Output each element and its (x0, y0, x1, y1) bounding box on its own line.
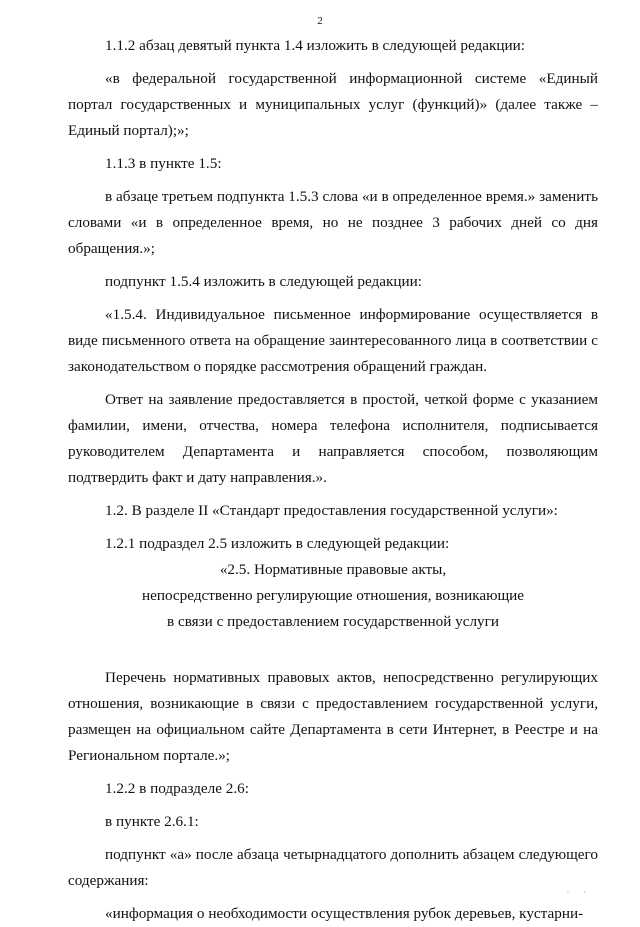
paragraph: подпункт «а» после абзаца четырнадцатого дополнить абзацем следующего содержания: (68, 846, 598, 889)
paragraph: «в федеральной государственной информационной системе «Единый портал государственных и муниципальных услуг (функций)» (далее также – Единый портал);»; (68, 70, 598, 139)
section-heading-line: «2.5. Нормативные правовые акты, (219, 561, 447, 578)
page-number: 2 (317, 15, 323, 27)
footer-mark: · · (566, 888, 592, 897)
paragraph: в пункте 2.6.1: (105, 813, 199, 830)
section-heading-line: в связи с предоставлением государственной услуги (167, 613, 499, 630)
paragraph: «1.5.4. Индивидуальное письменное информирование осуществляется в виде письменного ответа на обращение заинтересованного лица в соответствии с законодательством о порядке рассмотрения обращений граждан. (68, 306, 598, 375)
paragraph: в абзаце третьем подпункта 1.5.3 слова «и в определенное время.» заменить словами «и в определенное время, но не позднее 3 рабочих дней со дня обращения.»; (68, 188, 598, 257)
spacer (68, 635, 598, 665)
paragraph: подпункт 1.5.4 изложить в следующей редакции: (105, 273, 422, 290)
paragraph: 1.1.2 абзац девятый пункта 1.4 изложить в следующей редакции: (105, 37, 526, 54)
section-heading-line: непосредственно регулирующие отношения, возникающие (141, 587, 525, 604)
paragraph: «информация о необходимости осуществления рубок деревьев, кустарни- (105, 905, 584, 922)
paragraph: Ответ на заявление предоставляется в простой, четкой форме с указанием фамилии, имени, отчества, номера телефона исполнителя, подписывается руководителем Департамента и направляется способом, позволяющим подтвердить факт и дату направления.». (68, 391, 598, 486)
paragraph: 1.2.1 подраздел 2.5 изложить в следующей редакции: (105, 535, 450, 552)
paragraph: Перечень нормативных правовых актов, непосредственно регулирующих отношения, возникающие в связи с предоставлением государственной услуги, размещен на официальном сайте Департамента в сети Интернет, в Реестре и на Региональном портале.»; (68, 669, 598, 764)
paragraph: 1.2. В разделе II «Стандарт предоставления государственной услуги»: (105, 502, 558, 519)
paragraph: 1.1.3 в пункте 1.5: (105, 155, 222, 172)
document-body (68, 33, 598, 927)
paragraph: 1.2.2 в подразделе 2.6: (105, 780, 249, 797)
